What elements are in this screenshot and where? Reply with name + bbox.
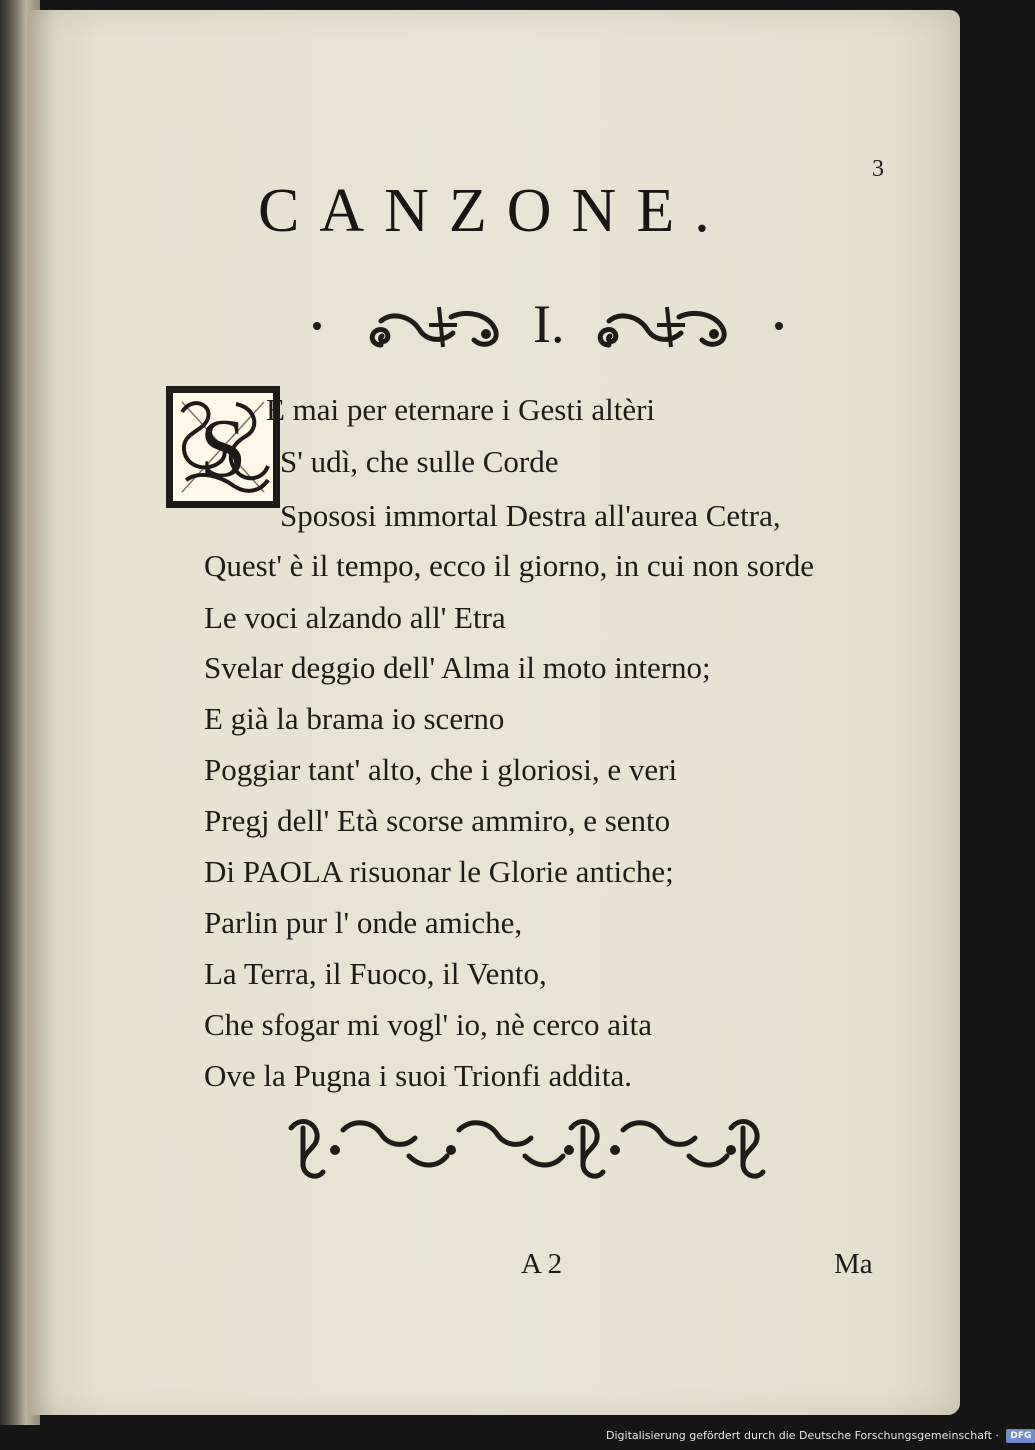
poem-line-2: S' udì, che sulle Corde — [280, 444, 559, 479]
poem-line-12: La Terra, il Fuoco, il Vento, — [204, 956, 547, 991]
digitization-text: Digitalisierung gefördert durch die Deutsche Forschungsgemeinschaft · — [606, 1429, 999, 1442]
poem-line-7: E già la brama io scerno — [204, 701, 505, 736]
poem-line-4: Quest' è il tempo, ecco il giorno, in cui non sorde — [204, 548, 814, 583]
page-number: 3 — [872, 156, 884, 182]
poem-line-14: Ove la Pugna i suoi Trionfi addita. — [204, 1058, 632, 1093]
book-page — [28, 10, 960, 1415]
poem-line-5: Le voci alzando all' Etra — [204, 600, 506, 635]
drop-cap-letter: S — [199, 402, 247, 495]
signature-mark: A 2 — [521, 1248, 563, 1280]
poem-line-8: Poggiar tant' alto, che i gloriosi, e veri — [204, 752, 678, 787]
poem-line-3: Spososi immortal Destra all'aurea Cetra, — [280, 498, 781, 533]
poem-line-9: Pregj dell' Età scorse ammiro, e sento — [204, 803, 671, 838]
poem-line-11: Parlin pur l' onde amiche, — [204, 905, 523, 940]
poem-line-6: Svelar deggio dell' Alma il moto interno; — [204, 650, 711, 685]
digitization-credit — [606, 1427, 1032, 1445]
catchword: Ma — [834, 1248, 873, 1280]
section-numeral: I. — [533, 294, 565, 354]
ornament-icon — [591, 299, 741, 357]
drop-cap-icon — [164, 384, 282, 510]
poem-line-13: Che sfogar mi vogl' io, nè cerco aita — [204, 1007, 653, 1042]
poem-line-10: Di PAOLA risuonar le Glorie antiche; — [204, 854, 674, 889]
ornament-icon — [283, 1110, 793, 1190]
section-heading — [313, 295, 783, 365]
ornament-dot-left — [313, 322, 321, 330]
ornament-icon — [363, 299, 513, 357]
dfg-badge: DFG — [1006, 1429, 1035, 1443]
page-title: CANZONE. — [258, 177, 730, 245]
ornament-dot-right — [775, 322, 783, 330]
poem-line-1: E mai per eternare i Gesti altèri — [266, 392, 656, 427]
